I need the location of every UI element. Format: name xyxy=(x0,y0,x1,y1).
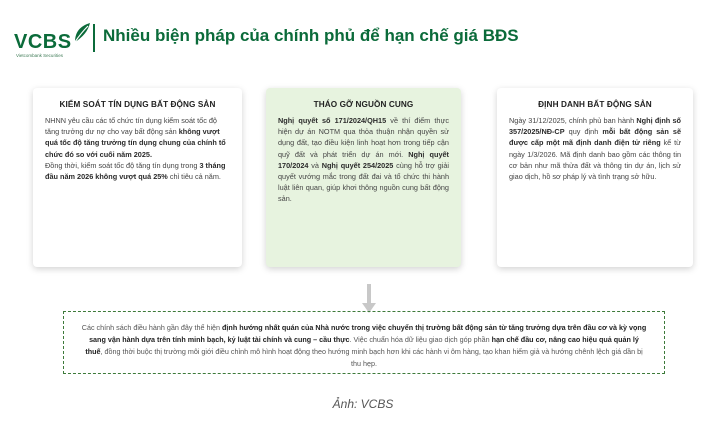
summary-bold: định hướng nhất quán của Nhà nước trong việc chuyển thị trường bất động sản từ tăng trưởng dựa trên đầu cơ và kỳ vọng sang vận hành dựa trên tính minh bạch, kỷ luật tài chính và cung – cầu thực xyxy=(89,323,647,344)
image-caption: Ảnh: VCBS xyxy=(332,397,394,411)
card-text-part: cùng hỗ trợ giải quyết vướng mắc trong đất đai và tổ chức thi hành luật liên quan, giúp khơi thông nguồn cung bất động sản. xyxy=(278,160,449,204)
card-text-part: kể từ ngày 1/3/2026. Mã định danh bao gồm các thông tin cơ bản như mã thửa đất và thông tin dự án, lịch sử giao dịch, hồ sơ pháp lý và tình trạng sở hữu. xyxy=(509,138,681,182)
logo-text: VCBS xyxy=(14,31,72,53)
summary-text: , đồng thời buộc thị trường môi giới điều chỉnh mô hình hoạt động theo hướng minh bạch hơn khi các hành vi ôm hàng, tạo khan hiếm giả và hướng chênh lệch giá dần bị thu hẹp. xyxy=(100,347,643,368)
card-title: THÁO GỠ NGUỒN CUNG xyxy=(313,100,414,109)
card-text-part: quy định xyxy=(564,127,603,137)
card-text xyxy=(278,115,449,205)
card-text-bold: Nghị quyết 170/2024 xyxy=(278,149,449,170)
summary-box xyxy=(63,311,665,374)
page-title: Nhiều biện pháp của chính phủ để hạn chế giá BĐS xyxy=(103,26,519,45)
card-text-bold: Nghị quyết số 171/2024/QH15 xyxy=(278,116,387,125)
card-title: KIỂM SOÁT TÍN DỤNG BẤT ĐỘNG SẢN xyxy=(59,100,216,109)
card-text-part: NHNN yêu cầu các tổ chức tín dụng kiểm soát tốc độ tăng trưởng dư nợ cho vay bất động sản xyxy=(45,116,217,137)
title-divider xyxy=(93,24,95,52)
card-text-part: và xyxy=(308,160,322,170)
card-title: ĐỊNH DANH BẤT ĐỘNG SẢN xyxy=(538,100,652,109)
card-text-part: về thí điểm thực hiện dự án NOTM qua thỏa thuận nhận quyền sử dụng đất, tạo điều kiện linh hoạt hơn trong tiếp cận quỹ đất và phát triển dự án mới. xyxy=(278,116,449,159)
card-text xyxy=(509,115,681,182)
card-text-part: Đồng thời, kiểm soát tốc độ tăng tín dụng trong xyxy=(45,160,200,170)
card-text-part: chỉ tiêu cả năm. xyxy=(167,172,221,182)
summary-text: Các chính sách điều hành gần đây thể hiện xyxy=(81,323,223,332)
card-supply xyxy=(266,88,461,267)
card-text-bold: không vượt quá tốc độ tăng trưởng tín dụng chung của chính tổ chức đó so với cuối năm 2025. xyxy=(45,127,226,159)
summary-text: . Việc chuẩn hóa dữ liệu giao dịch góp phần xyxy=(349,335,492,344)
card-text-bold: 3 tháng đầu năm 2026 không vượt quá 25% xyxy=(45,160,226,182)
card-text-bold: Nghị quyết 254/2025 xyxy=(321,160,394,170)
card-credit-control xyxy=(33,88,242,267)
card-text-part: Ngày 31/12/2025, chính phủ ban hành xyxy=(509,116,637,125)
header xyxy=(0,0,726,70)
summary-bold: hạn chế đầu cơ, nâng cao hiệu quả quản lý thuế xyxy=(85,335,639,356)
card-text-bold: Nghị định số 357/2025/NĐ-CP xyxy=(509,116,681,137)
down-arrow-icon xyxy=(362,284,376,314)
card-identification xyxy=(497,88,693,267)
leaf-icon xyxy=(72,22,92,44)
card-text xyxy=(45,115,230,182)
card-text-bold: mỗi bất động sản sẽ được cấp một mã định danh điện tử riêng xyxy=(509,127,681,148)
vcbs-logo xyxy=(10,20,102,60)
logo-subtitle: Vietcombank Securities xyxy=(16,53,63,58)
